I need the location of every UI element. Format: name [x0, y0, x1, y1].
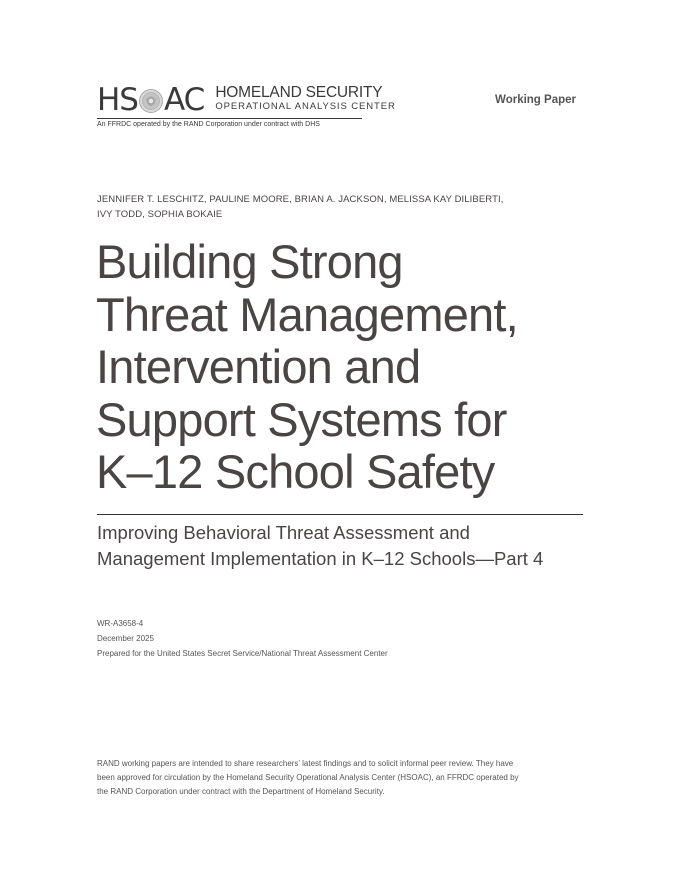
title-line: K–12 School Safety — [96, 445, 495, 498]
logo-org-line1: HOMELAND SECURITY — [215, 84, 383, 101]
logo-row — [97, 82, 396, 118]
working-paper-label: Working Paper — [495, 94, 576, 106]
author-line: JENNIFER T. LESCHITZ, PAULINE MOORE, BRIAN A. JACKSON, MELISSA KAY DILIBERTI, — [97, 194, 504, 205]
logo-rule — [97, 118, 362, 119]
disclaimer-line: the RAND Corporation under contract with the Department of Homeland Security. — [97, 787, 385, 796]
report-date: December 2025 — [97, 634, 154, 643]
logo-org-line2: OPERATIONAL ANALYSIS CENTER — [215, 101, 396, 112]
report-number: WR-A3658-4 — [97, 619, 144, 628]
subtitle-line: Improving Behavioral Threat Assessment and — [97, 522, 470, 543]
page-title — [96, 236, 596, 499]
title-divider — [97, 514, 583, 515]
title-line: Building Strong — [96, 235, 403, 288]
dhs-seal-icon — [139, 88, 163, 112]
title-line: Intervention and — [96, 340, 421, 393]
logo-tagline: An FFRDC operated by the RAND Corporation under contract with DHS — [97, 121, 320, 128]
disclaimer-line: RAND working papers are intended to share researchers’ latest findings and to solicit informal peer review. They have — [97, 759, 514, 768]
logo-wordmark-left: HS — [97, 82, 138, 118]
disclaimer-line: been approved for circulation by the Homeland Security Operational Analysis Center (HSOAC), an FFRDC operated by — [97, 773, 519, 782]
disclaimer — [97, 757, 587, 799]
author-line: IVY TODD, SOPHIA BOKAIE — [97, 209, 223, 220]
author-list — [97, 192, 577, 222]
report-metadata — [97, 616, 597, 661]
logo-wordmark — [97, 82, 205, 118]
hsoac-logo — [97, 82, 396, 128]
logo-org-name — [215, 85, 395, 113]
subtitle — [97, 520, 597, 572]
subtitle-line: Management Implementation in K–12 Schools—Part 4 — [97, 548, 544, 569]
logo-wordmark-right: AC — [164, 82, 205, 118]
prepared-for: Prepared for the United States Secret Service/National Threat Assessment Center — [97, 649, 388, 658]
title-line: Support Systems for — [96, 392, 507, 446]
title-line: Threat Management, — [96, 287, 518, 341]
